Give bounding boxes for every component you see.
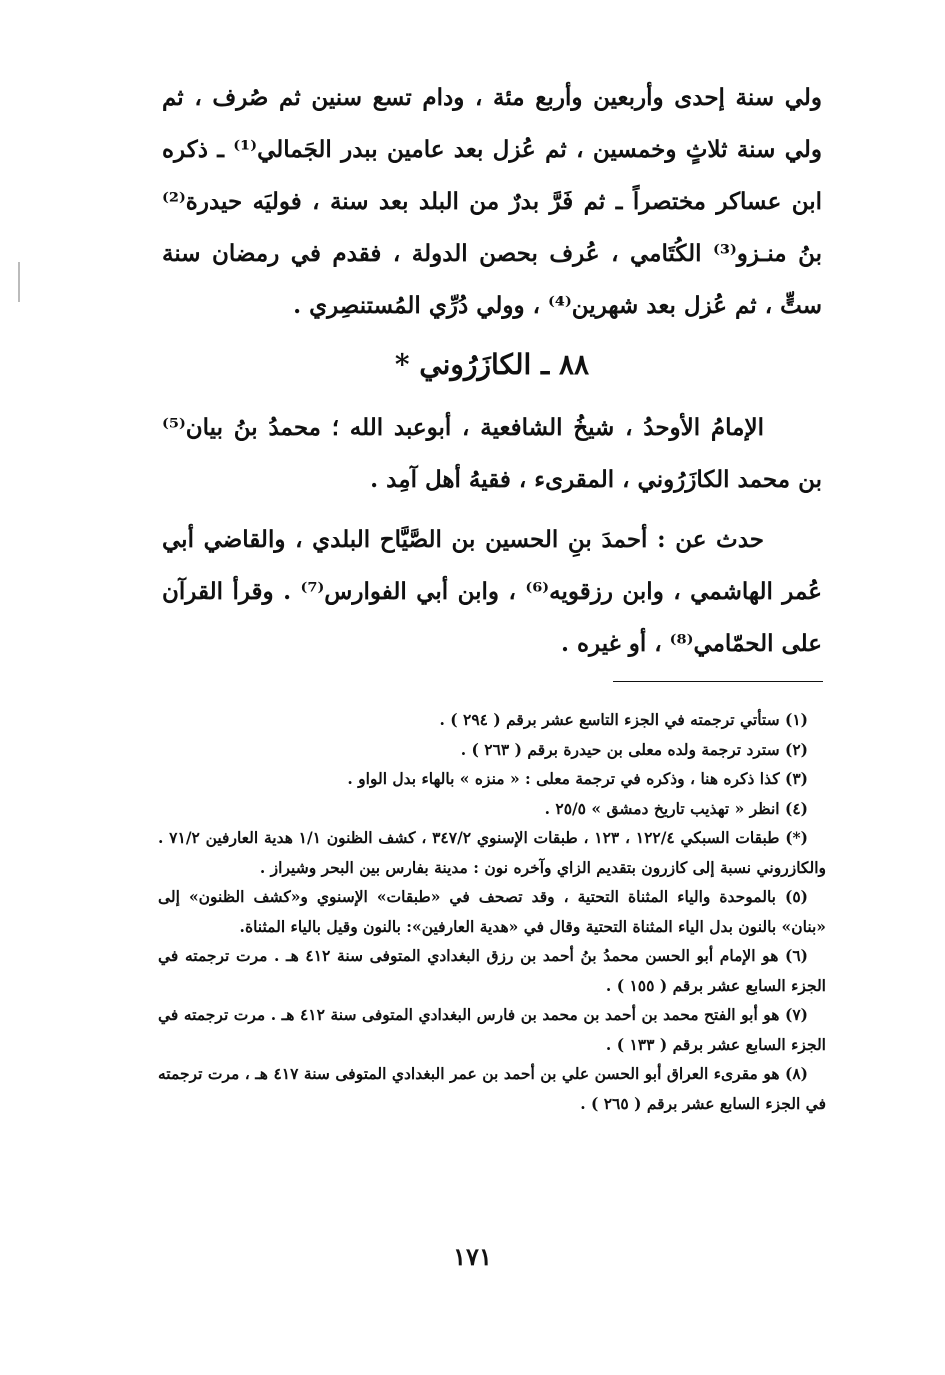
footnote-4: (٤) انظر « تهذيب تاريخ دمشق » ٢٥/٥ . (544, 798, 808, 818)
footnote-star: (*) طبقات السبكي ١٢٢/٤ ، ١٢٣ ، طبقات الإسنوي ٣٤٧/٢ ، كشف الظنون ١/١ هدية العارفين ٧١/٢ . والكازروني نسبة إلى كازرون بتقديم الزاي وآخره نون : مدينة بفارس بين البحر وشيراز . (158, 828, 826, 877)
footnote-7: (٧) هو أبو الفتح محمد بن أحمد بن محمد بن فارس البغدادي المتوفى سنة ٤١٢ هـ . مرت ترجمته في الجزء السابع عشر برقم ( ١٣٣ ) . (158, 1005, 826, 1054)
margin-scan-mark (18, 262, 20, 302)
paragraph-continuation: ولي سنة إحدى وأربعين وأربع مئة ، ودام تسع سنين ثم صُرف ، ثم ولي سنة ثلاثٍ وخمسين ، ثم عُزل بعد عامين ببدر الجَمالي⁽¹⁾ ـ ذكره ابن عساكر مختصراً ـ ثم فَرَّ بدرٌ من البلد بعد سنة ، فوليَه حيدرة⁽²⁾ بنُ منـزو⁽³⁾ الكُتَامي ، عُرف بحصن الدولة ، فقدم في رمضان سنة ستٍّ ، ثم عُزل بعد شهرين⁽⁴⁾ ، وولي دُرِّي المُستنصِري . (162, 84, 822, 319)
footnotes (158, 705, 826, 1118)
paragraph-biography: الإمامُ الأوحدُ ، شيخُ الشافعية ، أبوعبد الله ؛ محمدُ بنُ بيان⁽⁵⁾ بن محمد الكازَرُوني ، المقرىء ، فقيهُ أهل آمِد . (162, 414, 822, 493)
footnote-2: (٢) سترد ترجمة ولده معلى بن حيدرة برقم ( ٢٦٣ ) . (460, 739, 808, 759)
footnote-8: (٨) هو مقرىء العراق أبو الحسن علي بن أحمد بن عمر البغدادي المتوفى سنة ٤١٧ هـ ، مرت ترجمته في الجزء السابع عشر برقم ( ٢٦٥ ) . (158, 1064, 826, 1113)
footnote-1: (١) ستأتي ترجمته في الجزء التاسع عشر برقم ( ٢٩٤ ) . (439, 710, 808, 729)
footnote-5: (٥) بالموحدة والياء المثناة التحتية ، وقد تصحف في «طبقات» الإسنوي و«كشف الظنون» إلى «بنان» بالنون بدل الياء المثناة التحتية وقال في «هدية العارفين»: بالنون وقيل بالياء المثناة. (158, 887, 826, 936)
paragraph-teachers: حدث عن : أحمدَ بنِ الحسين بن الصَّيَّاح البلدي ، والقاضي أبي عُمر الهاشمي ، وابن رزقويه⁽⁶⁾ ، وابن أبي الفوارس⁽⁷⁾ . وقرأ القرآن على الحمّامي⁽⁸⁾ ، أو غيره . (162, 526, 822, 657)
footnote-6: (٦) هو الإمام أبو الحسن محمدُ بنُ أحمد بن رزق البغدادي المتوفى سنة ٤١٢ هـ . مرت ترجمته في الجزء السابع عشر برقم ( ١٥٥ ) . (158, 946, 826, 995)
main-text (162, 72, 822, 670)
page-number: ١٧١ (453, 1242, 492, 1271)
footnote-3: (٣) كذا ذكره هنا ، وذكره في ترجمة معلى : « منزه » بالهاء بدل الواو . (347, 769, 808, 788)
entry-heading: ٨٨ ـ الكازَرُوني * (394, 348, 590, 381)
footnote-separator (613, 681, 823, 682)
